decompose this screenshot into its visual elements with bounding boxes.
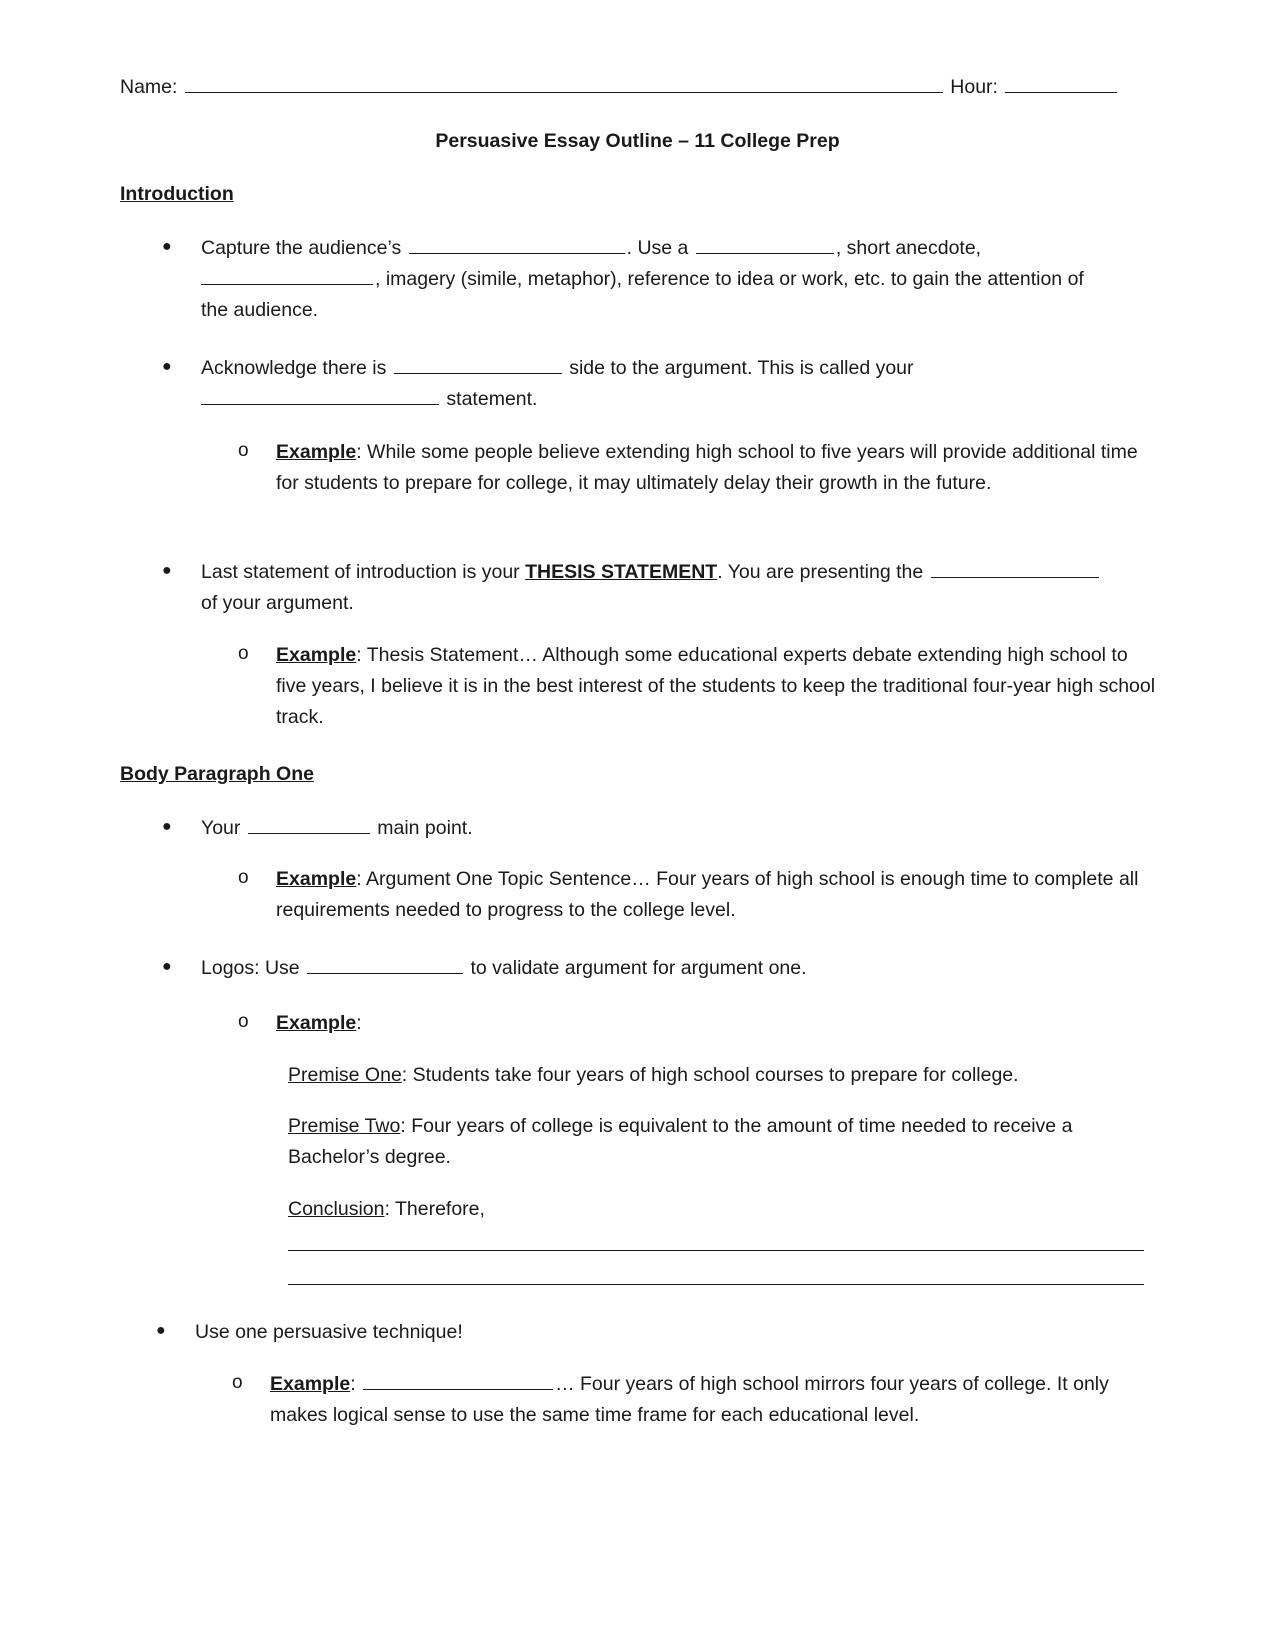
bullet-icon: ● [156, 1322, 166, 1339]
body-bullet-3: Use one persuasive technique! [195, 1321, 463, 1343]
body-example-1: Example: Argument One Topic Sentence… Four years of high school is enough time to complete all requirements needed to progress to the college level. [276, 868, 1139, 921]
body-example-2: Example: [276, 1012, 362, 1034]
premise-one: Premise One: Students take four years of high school courses to prepare for college. [288, 1064, 1019, 1086]
blank-field[interactable] [363, 1388, 553, 1390]
intro-bullet-1: Capture the audience’s . Use a , short anecdote, , imagery (simile, metaphor), reference to idea or work, etc. to gain the attention of the audience. [201, 237, 1084, 321]
conclusion-line-1[interactable] [288, 1249, 1144, 1251]
blank-field[interactable] [696, 252, 834, 254]
conclusion: Conclusion: Therefore, [288, 1198, 485, 1220]
intro-bullet-3: Last statement of introduction is your THESIS STATEMENT. You are presenting the of your argument. [201, 557, 1161, 619]
blank-field[interactable] [201, 283, 373, 285]
sub-bullet-icon: o [232, 1372, 243, 1393]
intro-example-1: Example: While some people believe extending high school to five years will provide additional time for students to prepare for college, it may ultimately delay their growth in the future. [276, 441, 1138, 494]
blank-field[interactable] [394, 372, 562, 374]
bullet-icon: ● [162, 562, 172, 579]
bullet-icon: ● [162, 238, 172, 255]
sub-bullet-icon: o [238, 1011, 249, 1032]
bullet-icon: ● [162, 958, 172, 975]
sub-bullet-icon: o [238, 867, 249, 888]
name-line [120, 76, 1119, 99]
blank-field[interactable] [409, 252, 625, 254]
sub-bullet-icon: o [238, 643, 249, 664]
bullet-icon: ● [162, 358, 172, 375]
blank-field[interactable] [307, 972, 463, 974]
premise-two: Premise Two: Four years of college is equivalent to the amount of time needed to receive a Bachelor’s degree. [288, 1115, 1073, 1168]
blank-field[interactable] [248, 832, 370, 834]
body-bullet-1: Your main point. [201, 817, 473, 839]
sub-bullet-icon: o [238, 440, 249, 461]
hour-field[interactable] [1005, 91, 1117, 93]
body-bullet-2: Logos: Use to validate argument for argument one. [201, 957, 807, 979]
blank-field[interactable] [931, 576, 1099, 578]
hour-label: Hour: [950, 76, 998, 98]
name-field[interactable] [185, 91, 943, 93]
introduction-heading: Introduction [120, 183, 234, 205]
body-one-heading: Body Paragraph One [120, 763, 314, 785]
page-title: Persuasive Essay Outline – 11 College Prep [435, 130, 840, 152]
intro-example-2: Example: Thesis Statement… Although some educational experts debate extending high school to five years, I believe it is in the best interest of the students to keep the traditional four-year high school track. [276, 644, 1156, 728]
bullet-icon: ● [162, 818, 172, 835]
blank-field[interactable] [201, 403, 439, 405]
intro-bullet-2: Acknowledge there is side to the argument. This is called your statement. [201, 357, 914, 410]
conclusion-line-2[interactable] [288, 1283, 1144, 1285]
body-example-3: Example: … Four years of high school mirrors four years of college. It only makes logical sense to use the same time frame for each educational level. [270, 1373, 1109, 1426]
name-label: Name: [120, 76, 178, 98]
